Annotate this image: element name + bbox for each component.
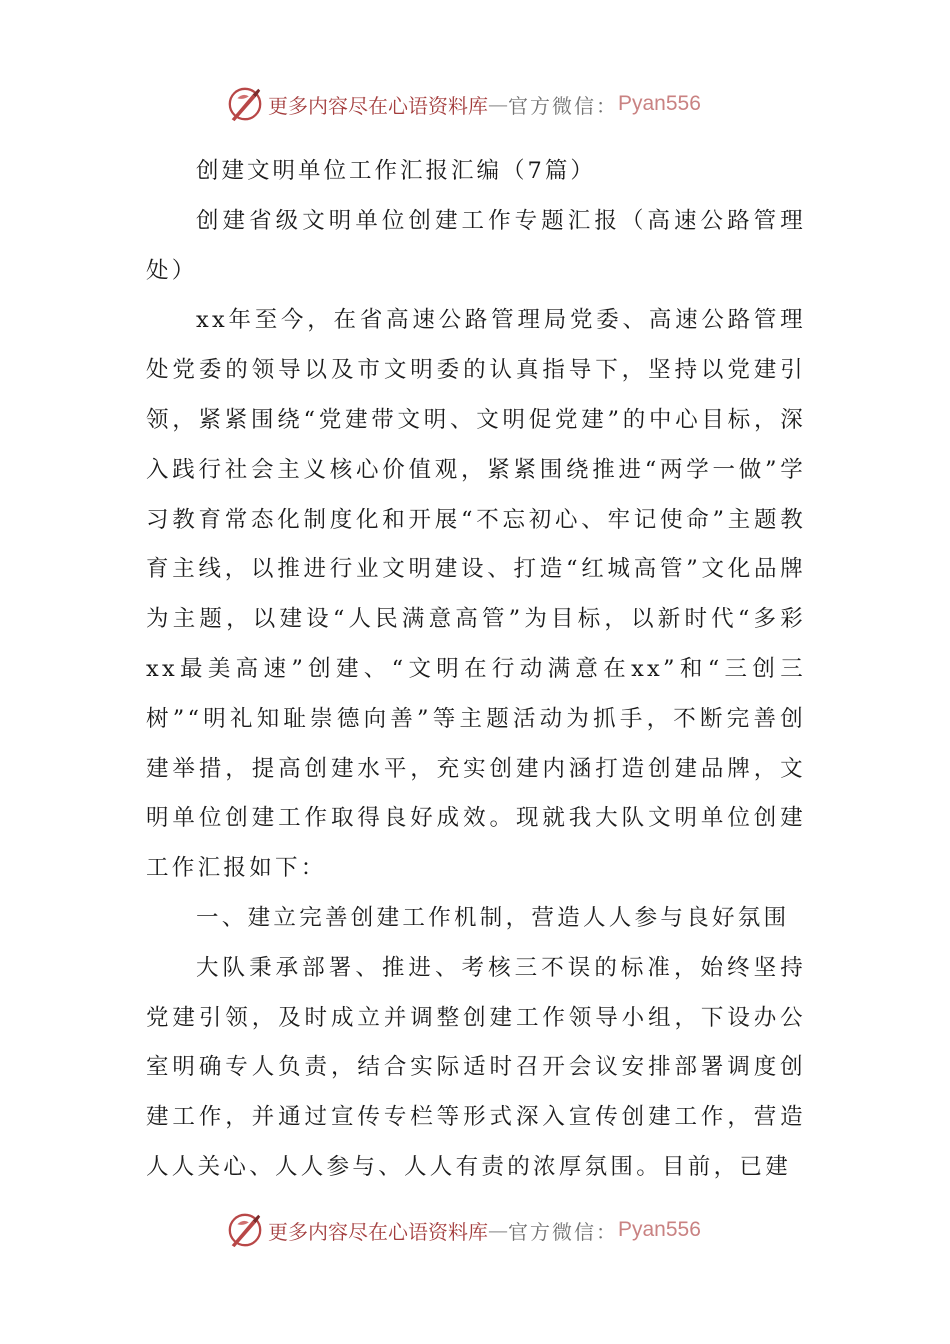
document-subtitle: 创建省级文明单位创建工作专题汇报（高速公路管理处）: [146, 207, 806, 284]
header-watermark: [226, 84, 701, 124]
watermark-wechat-label: 官方微信：: [508, 93, 618, 118]
paragraph-intro: xx年至今，在省高速公路管理局党委、高速公路管理处党委的领导以及市文明委的认真指导下，坚持以党建引领，紧紧围绕“党建带文明、文明促党建”的中心目标，深入践行社会主义核心价值观，紧紧围绕推进“两学一做”学习教育常态化制度化和开展“不忘初心、牢记使命”主题教育主线，以推进行业文明建设、打造“红城高管”文化品牌为主题，以建设“人民满意高管”为目标，以新时代“多彩xx最美高速”创建、“文明在行动满意在xx”和“三创三树”“明礼知耻崇德向善”等主题活动为抓手，不断完善创建举措，提高创建水平，充实创建内涵打造创建品牌，文明单位创建工作取得良好成效。现就我大队文明单位创建工作汇报如下：: [146, 307, 806, 882]
footer-watermark: [226, 1210, 701, 1250]
paragraph-section-1: 大队秉承部署、推进、考核三不误的标准，始终坚持党建引领，及时成立并调整创建工作领导小组，下设办公室明确专人负责，结合实际适时召开会议安排部署调度创建工作，并通过宣传专栏等形式深入宣传创建工作，营造人人关心、人人参与、人人有责的浓厚氛围。目前，已建: [146, 954, 806, 1180]
watermark-separator: —: [488, 92, 508, 116]
watermark-main-text: 更多内容尽在心语资料库: [268, 1219, 488, 1244]
document-title: 创建文明单位工作汇报汇编（7篇）: [196, 158, 596, 184]
document-body: [146, 147, 806, 1193]
watermark-separator: —: [488, 1218, 508, 1242]
watermark-wechat-label: 官方微信：: [508, 1219, 618, 1244]
pen-leaf-logo-icon: [226, 85, 264, 123]
watermark-wechat-id: Pyan556: [618, 92, 701, 115]
pen-leaf-logo-icon: [226, 1211, 264, 1249]
section-heading: 一、建立完善创建工作机制，营造人人参与良好氛围: [196, 904, 790, 931]
watermark-main-text: 更多内容尽在心语资料库: [268, 93, 488, 118]
watermark-wechat-id: Pyan556: [618, 1218, 701, 1241]
